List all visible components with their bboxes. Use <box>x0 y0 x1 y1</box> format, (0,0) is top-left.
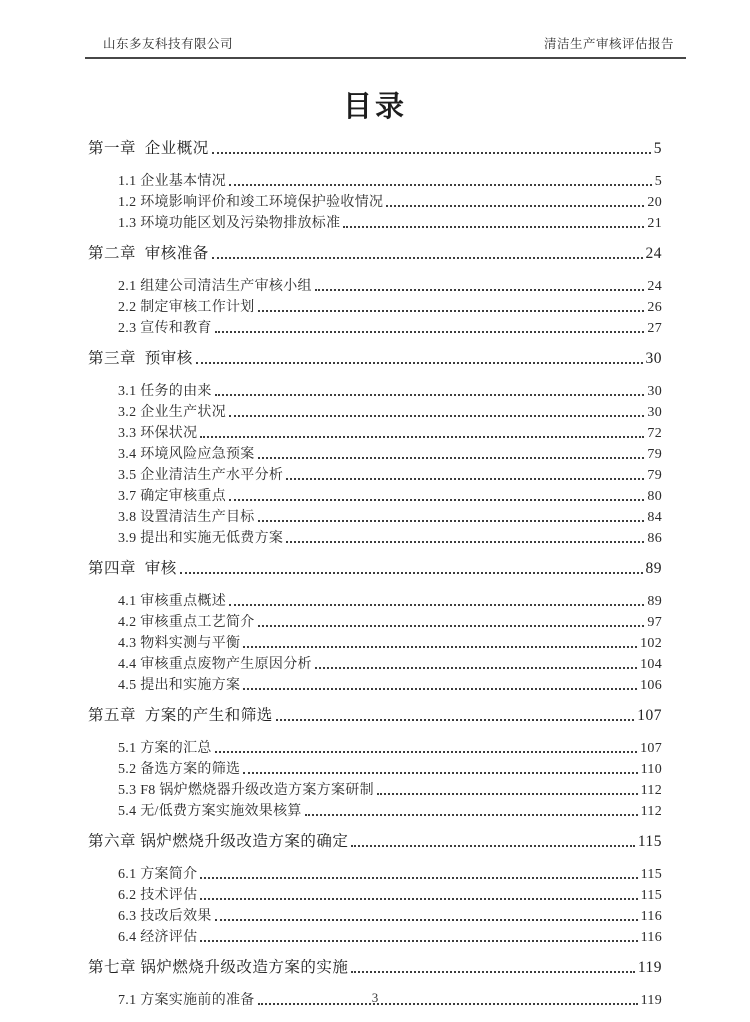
toc-chapter-row <box>88 557 662 578</box>
toc-item-row <box>88 526 662 547</box>
toc-dot-leader <box>229 604 644 606</box>
toc-chapter-row <box>88 704 662 725</box>
header-company-name: 山东多友科技有限公司 <box>103 37 234 51</box>
toc-dot-leader <box>286 541 644 543</box>
toc-dot-leader <box>351 971 634 973</box>
toc-item-row <box>88 589 662 610</box>
toc-entry-label: 2.1 组建公司清洁生产审核小组 <box>118 279 312 294</box>
toc-dot-leader <box>258 310 645 312</box>
toc-dot-leader <box>229 415 644 417</box>
toc-entry-label: 4.4 审核重点废物产生原因分析 <box>118 657 312 672</box>
toc-entry-label: 2.3 宣传和教育 <box>118 321 212 336</box>
toc-entry-label: 1.3 环境功能区划及污染物排放标准 <box>118 216 341 231</box>
toc-dot-leader <box>200 898 637 900</box>
toc-item-row <box>88 211 662 232</box>
document-page <box>0 34 750 1022</box>
toc-page-number: 112 <box>640 783 662 798</box>
toc-page-number: 79 <box>647 447 662 462</box>
toc-dot-leader <box>258 625 645 627</box>
toc-page-number: 72 <box>647 426 662 441</box>
toc-dot-leader <box>229 184 652 186</box>
toc-page-number: 30 <box>647 384 662 399</box>
toc-page-number: 110 <box>640 762 662 777</box>
toc-page-number: 97 <box>647 615 662 630</box>
toc-page-number: 107 <box>637 707 662 724</box>
toc-chapter-row <box>88 137 662 158</box>
toc-dot-leader <box>286 478 644 480</box>
toc-entry-label: 3.3 环保状况 <box>118 426 198 441</box>
footer-page-number: 3 <box>371 990 379 1005</box>
toc-item-row <box>88 862 662 883</box>
toc-page-number: 80 <box>647 489 662 504</box>
toc-page-number: 86 <box>647 531 662 546</box>
toc-page-number: 24 <box>645 245 662 262</box>
toc-item-row <box>88 904 662 925</box>
toc-page-number: 26 <box>647 300 662 315</box>
toc-entry-label: 3.1 任务的由来 <box>118 384 212 399</box>
page-title: 目录 <box>342 91 407 123</box>
toc-item-row <box>88 757 662 778</box>
toc-dot-leader <box>215 751 637 753</box>
toc-item-row <box>88 190 662 211</box>
toc-item-row <box>88 778 662 799</box>
toc-page-number: 115 <box>640 867 662 882</box>
toc-page-number: 106 <box>640 678 662 693</box>
toc-entry-label: 6.3 技改后效果 <box>118 909 212 924</box>
toc-entry-label: 3.9 提出和实施无低费方案 <box>118 531 284 546</box>
toc-entry-label: 2.2 制定审核工作计划 <box>118 300 255 315</box>
toc-dot-leader <box>215 394 645 396</box>
toc-item-row <box>88 484 662 505</box>
toc-entry-label: 第六章 锅炉燃烧升级改造方案的确定 <box>88 833 349 850</box>
toc-page-number: 84 <box>647 510 662 525</box>
toc-page-number: 89 <box>645 560 662 577</box>
toc-item-row <box>88 610 662 631</box>
toc-entry-label: 第五章 方案的产生和筛选 <box>88 707 273 724</box>
toc-page-number: 5 <box>653 140 662 157</box>
toc-entry-label: 3.5 企业清洁生产水平分析 <box>118 468 284 483</box>
toc-dot-leader <box>212 257 643 259</box>
toc-dot-leader <box>212 152 651 154</box>
toc-entry-label: 4.1 审核重点概述 <box>118 594 226 609</box>
toc-page-number: 115 <box>637 833 662 850</box>
toc-dot-leader <box>215 331 645 333</box>
toc-dot-leader <box>243 646 637 648</box>
toc-page-number: 27 <box>647 321 662 336</box>
toc-entry-label: 6.4 经济评估 <box>118 930 198 945</box>
toc-page-number: 112 <box>640 804 662 819</box>
toc-list <box>88 137 662 1009</box>
toc-item-row <box>88 400 662 421</box>
toc-entry-label: 第二章 审核准备 <box>88 245 209 262</box>
toc-page-number: 21 <box>647 216 662 231</box>
toc-item-row <box>88 295 662 316</box>
toc-entry-label: 3.8 设置清洁生产目标 <box>118 510 255 525</box>
toc-item-row <box>88 274 662 295</box>
toc-entry-label: 7.1 方案实施前的准备 <box>118 993 255 1008</box>
toc-entry-label: 5.2 备选方案的筛选 <box>118 762 241 777</box>
toc-dot-leader <box>315 289 645 291</box>
toc-entry-label: 1.1 企业基本情况 <box>118 174 226 189</box>
toc-page-number: 30 <box>645 350 662 367</box>
toc-dot-leader <box>180 572 643 574</box>
toc-entry-label: 4.3 物料实测与平衡 <box>118 636 241 651</box>
toc-dot-leader <box>215 919 638 921</box>
toc-page-number: 116 <box>640 930 662 945</box>
toc-dot-leader <box>377 793 638 795</box>
toc-entry-label: 3.2 企业生产状况 <box>118 405 226 420</box>
toc-entry-label: 6.2 技术评估 <box>118 888 198 903</box>
toc-entry-label: 第七章 锅炉燃烧升级改造方案的实施 <box>88 959 349 976</box>
toc-page-number: 107 <box>640 741 662 756</box>
toc-dot-leader <box>243 688 637 690</box>
toc-item-row <box>88 925 662 946</box>
toc-entry-label: 5.3 F8 锅炉燃烧器升级改造方案方案研制 <box>118 783 374 798</box>
toc-page-number: 115 <box>640 888 662 903</box>
toc-entry-label: 第一章 企业概况 <box>88 140 209 157</box>
toc-page-number: 89 <box>647 594 662 609</box>
toc-page-number: 119 <box>637 959 662 976</box>
toc-entry-label: 3.7 确定审核重点 <box>118 489 226 504</box>
toc-item-row <box>88 673 662 694</box>
toc-dot-leader <box>276 719 634 721</box>
running-header <box>85 34 686 52</box>
header-report-title: 清洁生产审核评估报告 <box>543 37 674 51</box>
toc-item-row <box>88 463 662 484</box>
toc-entry-label: 5.4 无/低费方案实施效果核算 <box>118 804 302 819</box>
toc-entry-label: 第三章 预审核 <box>88 350 193 367</box>
toc-dot-leader <box>258 520 645 522</box>
toc-page-number: 24 <box>647 279 662 294</box>
toc-page-number: 102 <box>640 636 662 651</box>
toc-item-row <box>88 736 662 757</box>
toc-dot-leader <box>351 845 634 847</box>
toc-item-row <box>88 442 662 463</box>
toc-dot-leader <box>196 362 643 364</box>
toc-entry-label: 1.2 环境影响评价和竣工环境保护验收情况 <box>118 195 384 210</box>
toc-dot-leader <box>258 457 645 459</box>
toc-chapter-row <box>88 956 662 977</box>
toc-item-row <box>88 799 662 820</box>
toc-page-number: 79 <box>647 468 662 483</box>
toc-entry-label: 6.1 方案简介 <box>118 867 198 882</box>
toc-page-number: 5 <box>654 174 662 189</box>
toc-item-row <box>88 652 662 673</box>
toc-entry-label: 4.2 审核重点工艺简介 <box>118 615 255 630</box>
toc-page-number: 30 <box>647 405 662 420</box>
toc-entry-label: 3.4 环境风险应急预案 <box>118 447 255 462</box>
toc-chapter-row <box>88 830 662 851</box>
toc-dot-leader <box>200 436 644 438</box>
toc-item-row <box>88 421 662 442</box>
toc-item-row <box>88 169 662 190</box>
toc-dot-leader <box>343 226 644 228</box>
toc-item-row <box>88 631 662 652</box>
toc-page-number: 20 <box>647 195 662 210</box>
toc-page-number: 104 <box>640 657 662 672</box>
toc-page-number: 116 <box>640 909 662 924</box>
toc-item-row <box>88 883 662 904</box>
toc-chapter-row <box>88 347 662 368</box>
header-divider <box>85 34 686 59</box>
toc-item-row <box>88 316 662 337</box>
toc-entry-label: 5.1 方案的汇总 <box>118 741 212 756</box>
toc-item-row <box>88 505 662 526</box>
toc-dot-leader <box>386 205 644 207</box>
toc-dot-leader <box>200 940 637 942</box>
toc-dot-leader <box>305 814 638 816</box>
toc-dot-leader <box>243 772 637 774</box>
toc-page-number: 119 <box>640 993 662 1008</box>
toc-item-row <box>88 379 662 400</box>
toc-dot-leader <box>200 877 637 879</box>
toc-entry-label: 4.5 提出和实施方案 <box>118 678 241 693</box>
toc-entry-label: 第四章 审核 <box>88 560 177 577</box>
toc-chapter-row <box>88 242 662 263</box>
toc-dot-leader <box>315 667 637 669</box>
toc-dot-leader <box>229 499 644 501</box>
